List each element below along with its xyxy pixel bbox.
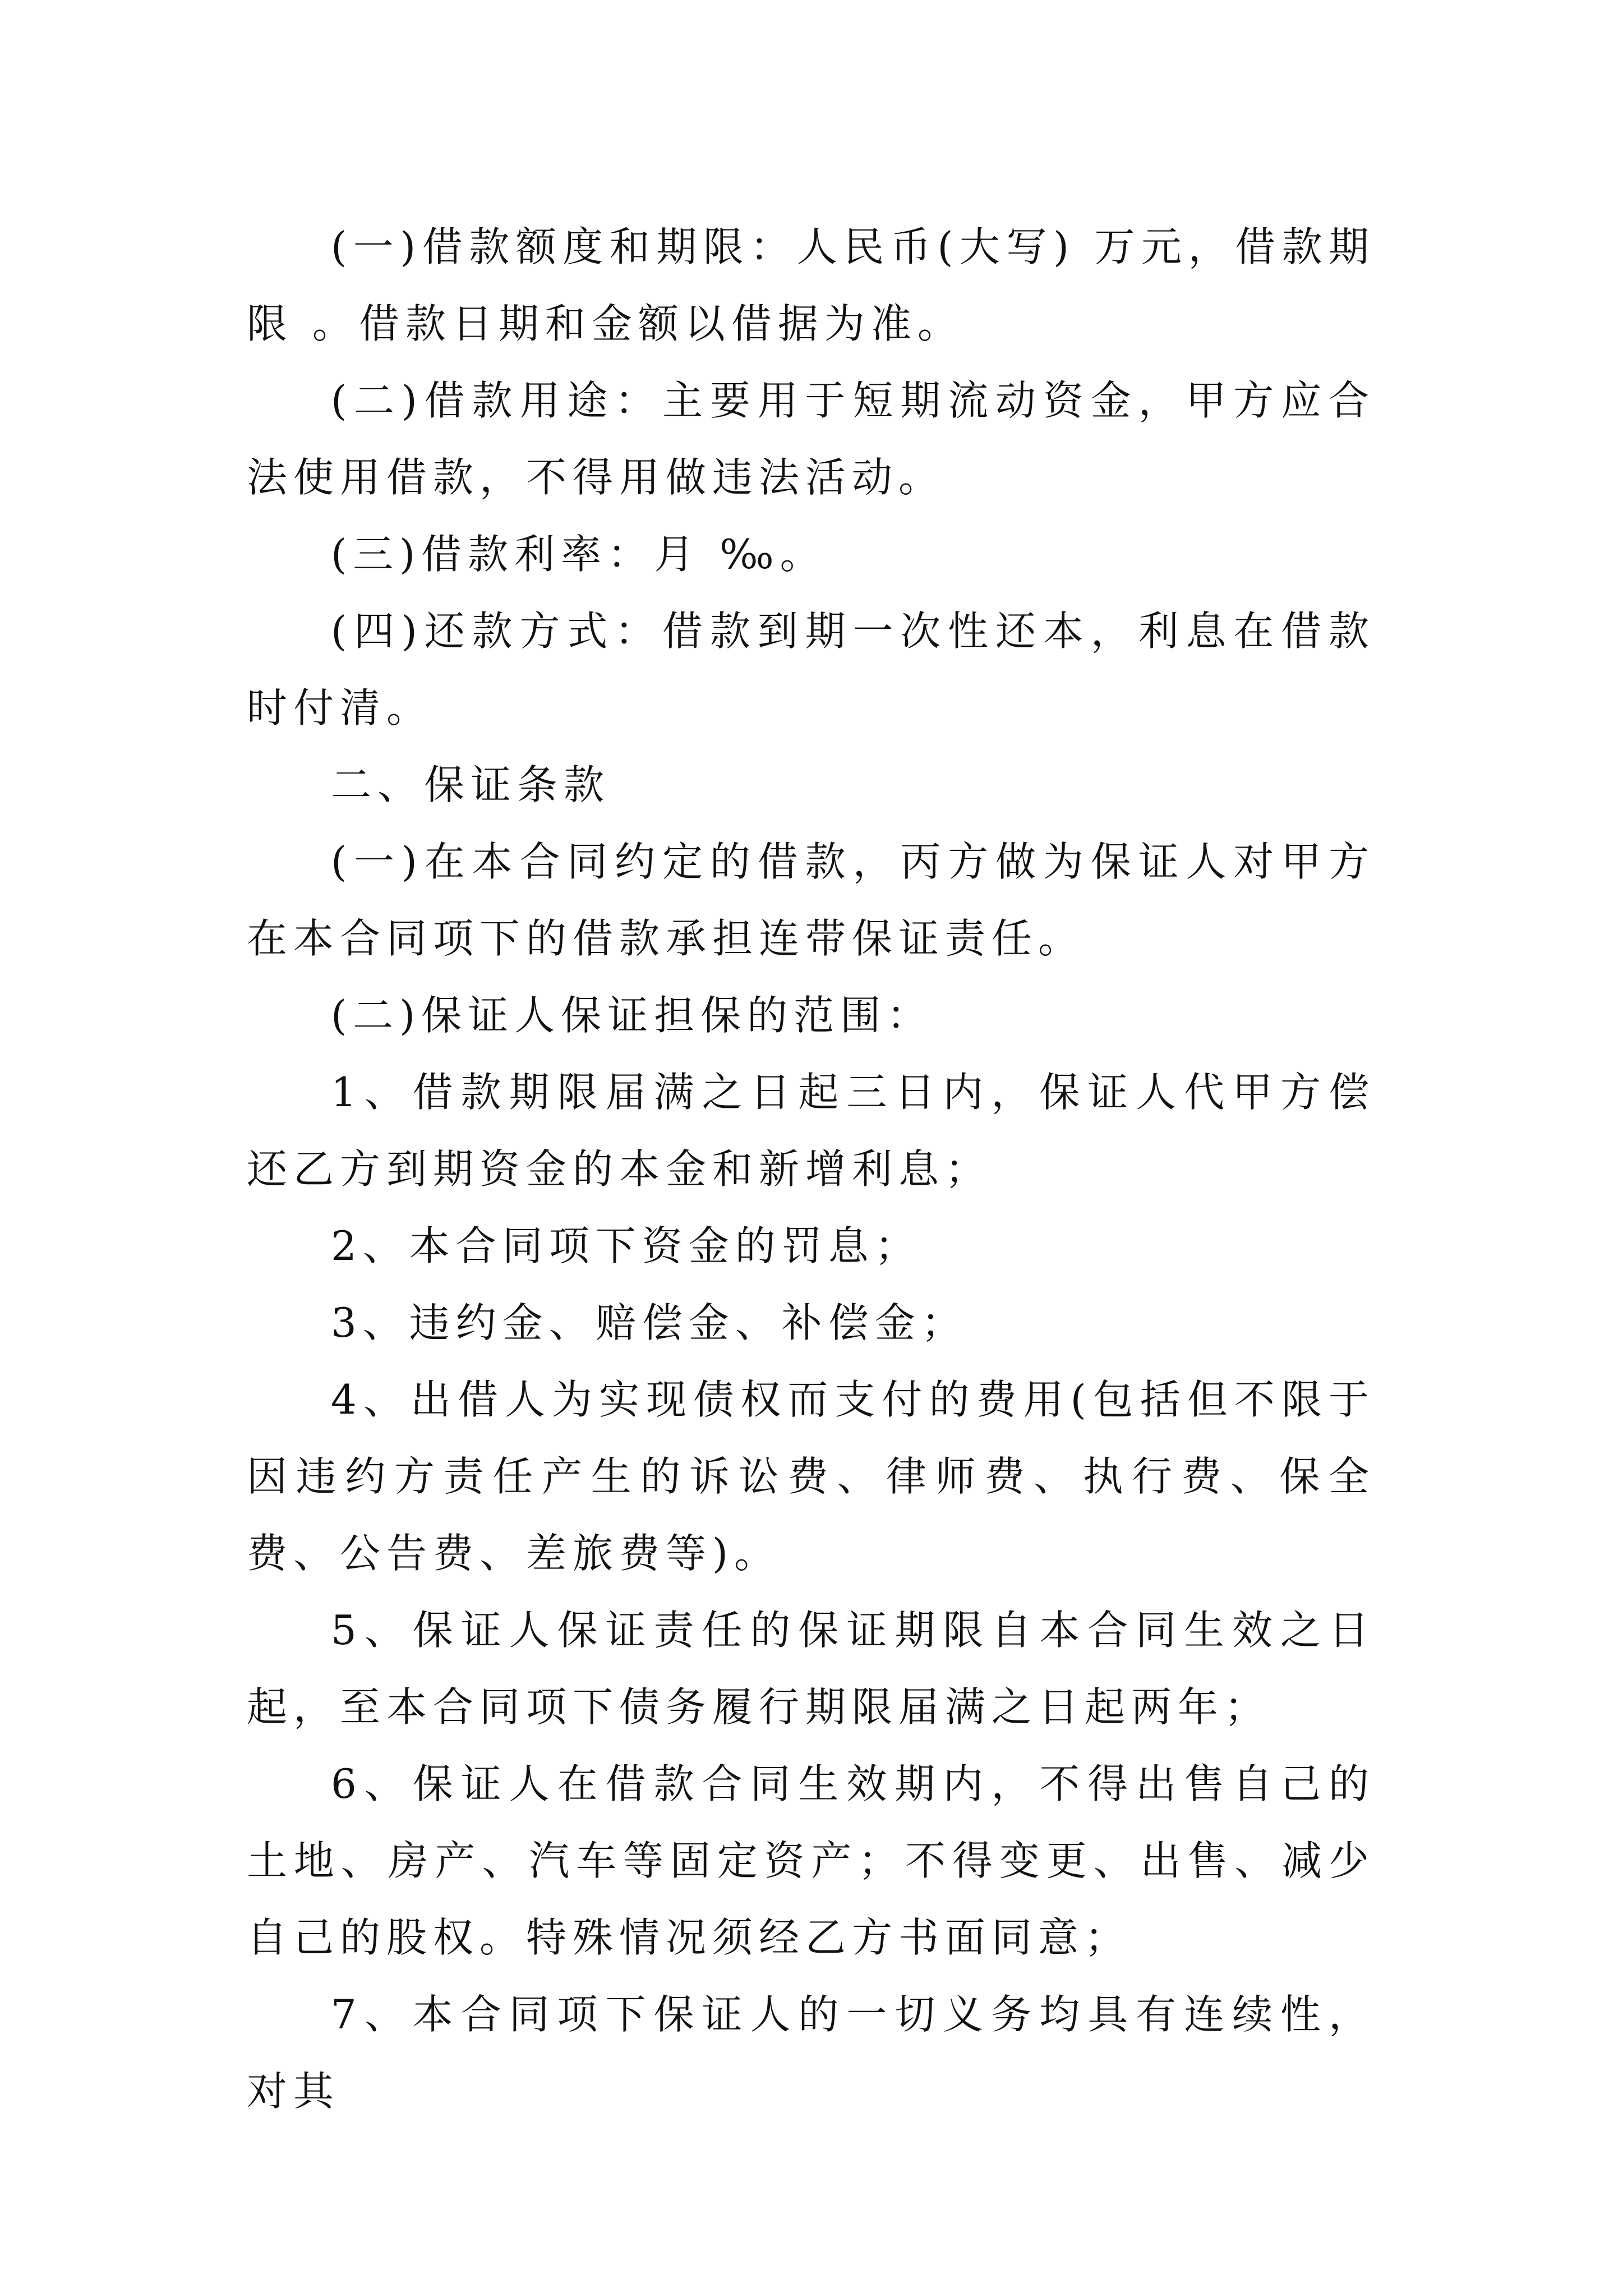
list-item-6: 6、保证人在借款合同生效期内，不得出售自己的土地、房产、汽车等固定资产；不得变更、出售、减少自己的股权。特殊情况须经乙方书面同意； [247, 1760, 1375, 1961]
list-item-3: 3、违约金、赔偿金、补偿金； [331, 1299, 968, 1346]
paragraph-loan-amount-term: (一)借款额度和期限：人民币(大写) 万元，借款期限 。借款日期和金额以借据为准。 [247, 223, 1375, 347]
list-item-4: 4、出借人为实现债权而支付的费用(包括但不限于因违约方责任产生的诉讼费、律师费、执行费、保全费、公告费、差旅费等)。 [247, 1376, 1375, 1577]
paragraph-guarantee-liability: (一)在本合同约定的借款，丙方做为保证人对甲方在本合同项下的借款承担连带保证责任。 [247, 838, 1375, 962]
section-heading-guarantee: 二、保证条款 [331, 761, 611, 808]
list-item-7: 7、本合同项下保证人的一切义务均具有连续性，对其 [247, 1991, 1375, 2115]
document-body [247, 209, 1375, 2130]
list-item-1: 1、借款期限届满之日起三日内，保证人代甲方偿还乙方到期资金的本金和新增利息； [247, 1069, 1375, 1193]
paragraph-guarantee-scope: (二)保证人保证担保的范围： [331, 992, 934, 1039]
list-item-5: 5、保证人保证责任的保证期限自本合同生效之日起，至本合同项下债务履行期限届满之日起两年； [247, 1607, 1375, 1731]
list-item-2: 2、本合同项下资金的罚息； [331, 1222, 921, 1269]
paragraph-loan-purpose: (二)借款用途：主要用于短期流动资金，甲方应合法使用借款，不得用做违法活动。 [247, 377, 1375, 501]
paragraph-interest-rate: (三)借款利率：月 ‰。 [331, 531, 827, 578]
paragraph-repayment-method: (四)还款方式：借款到期一次性还本，利息在借款时付清。 [247, 608, 1375, 731]
